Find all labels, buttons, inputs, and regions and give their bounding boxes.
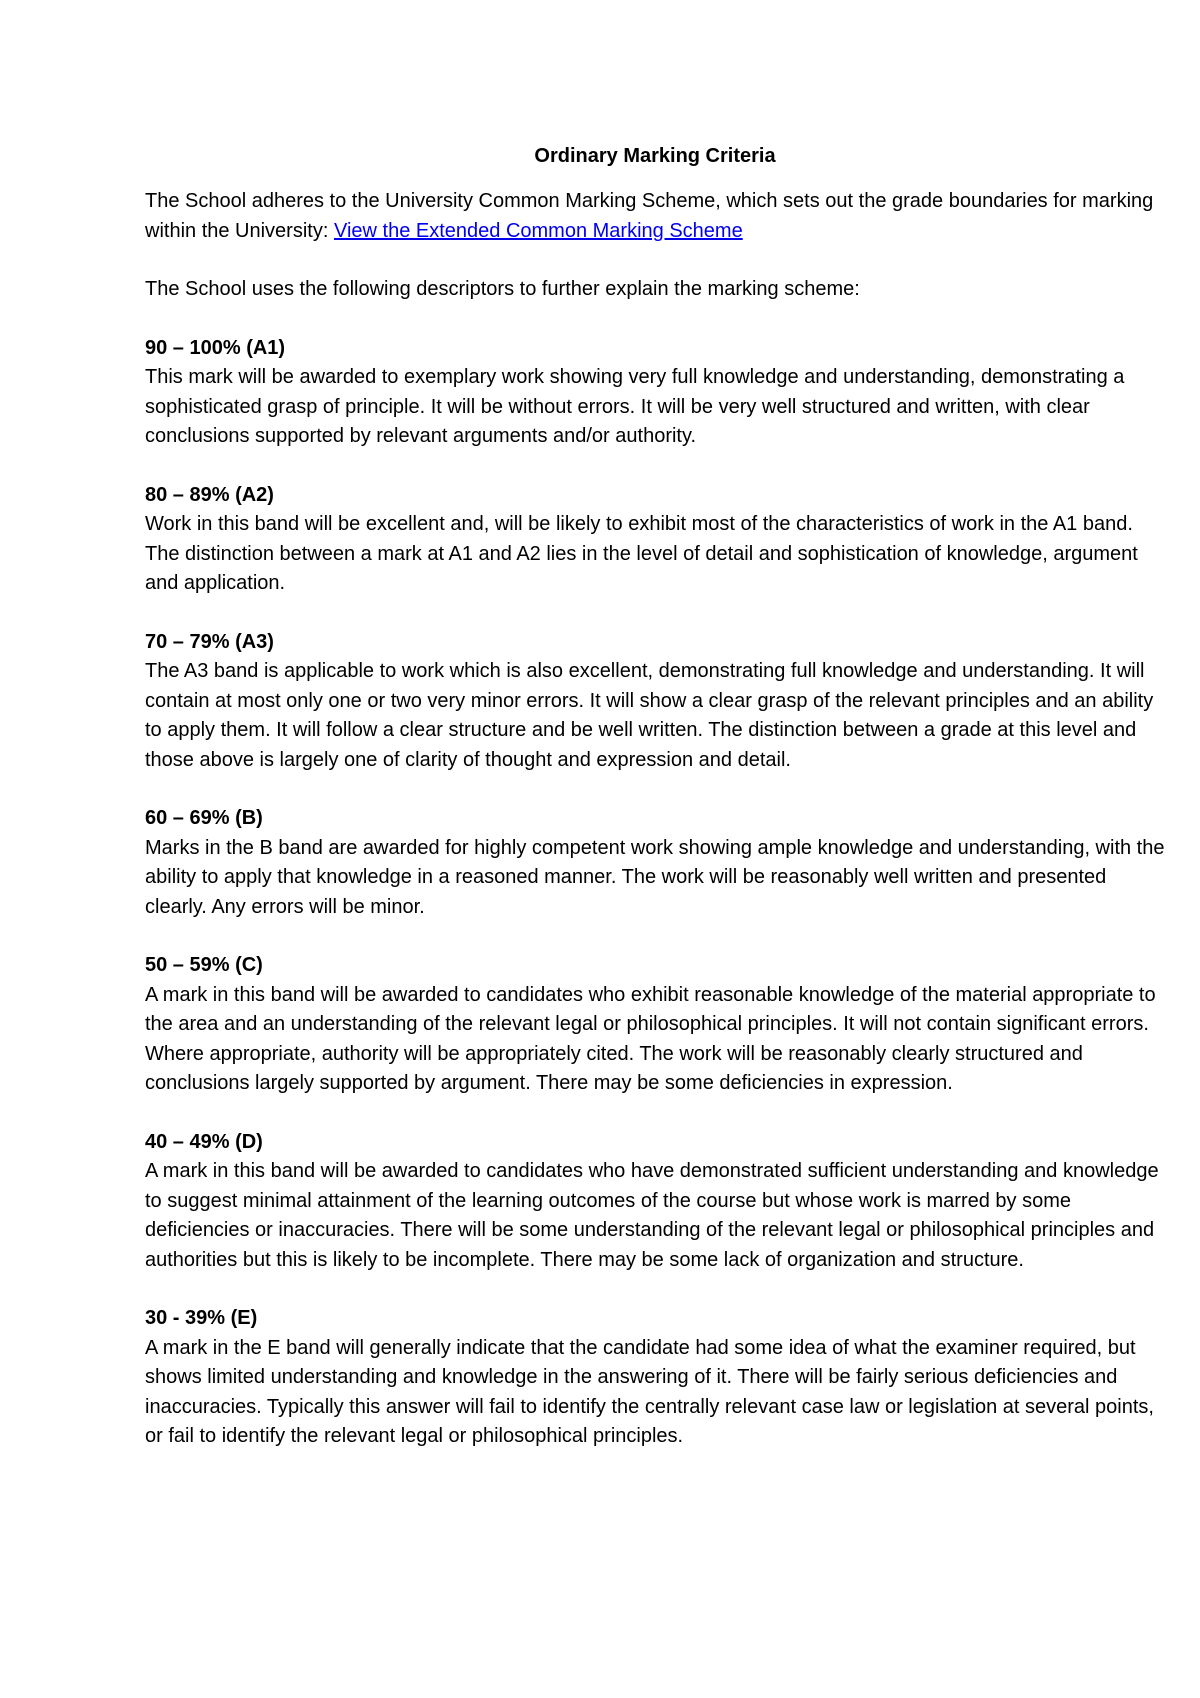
band-heading: 80 – 89% (A2) [145, 483, 274, 506]
band-b [145, 804, 1165, 922]
intro-text: The School adheres to the University Common Marking Scheme, which sets out the grade boundaries for marking within the University: [145, 190, 1154, 242]
band-heading: 70 – 79% (A3) [145, 630, 274, 653]
band-e [145, 1304, 1165, 1452]
band-a2 [145, 481, 1165, 599]
band-a3 [145, 628, 1165, 776]
band-a1 [145, 334, 1165, 452]
band-description: A mark in the E band will generally indicate that the candidate had some idea of what the examiner required, but shows limited understanding and knowledge in the answering of it. There will be fairly serious deficiencies and inaccuracies. Typically this answer will fail to identify the centrally relevant case law or legislation at several points, or fail to identify the relevant legal or philosophical principles. [145, 1336, 1154, 1447]
band-d [145, 1128, 1165, 1276]
band-description: The A3 band is applicable to work which is also excellent, demonstrating full knowledge and understanding. It will contain at most only one or two very minor errors. It will show a clear grasp of the relevant principles and an ability to apply them. It will follow a clear structure and be well written. The distinction between a grade at this level and those above is largely one of clarity of thought and expression and detail. [145, 660, 1154, 771]
band-description: A mark in this band will be awarded to candidates who exhibit reasonable knowledge of the material appropriate to the area and an understanding of the relevant legal or philosophical principles. It will not contain significant errors. Where appropriate, authority will be appropriately cited. The work will be reasonably clearly structured and conclusions largely supported by argument. There may be some deficiencies in expression. [145, 983, 1156, 1094]
document-title: Ordinary Marking Criteria [534, 145, 776, 167]
band-description: A mark in this band will be awarded to candidates who have demonstrated sufficient understanding and knowledge to suggest minimal attainment of the learning outcomes of the course but whose work is marred by some deficiencies or inaccuracies. There will be some understanding of the relevant legal or philosophical principles and authorities but this is likely to be incomplete. There may be some lack of organization and structure. [145, 1160, 1159, 1271]
descriptors-intro: The School uses the following descriptors to further explain the marking scheme: [145, 278, 860, 300]
document-page [145, 141, 1165, 1481]
intro-paragraph [145, 187, 1165, 246]
band-c [145, 951, 1165, 1099]
band-description: Work in this band will be excellent and, will be likely to exhibit most of the characteristics of work in the A1 band. The distinction between a mark at A1 and A2 lies in the level of detail and sophistication of knowledge, argument and application. [145, 513, 1138, 594]
band-description: This mark will be awarded to exemplary work showing very full knowledge and understanding, demonstrating a sophisticated grasp of principle. It will be without errors. It will be very well structured and written, with clear conclusions supported by relevant arguments and/or authority. [145, 366, 1125, 447]
band-heading: 90 – 100% (A1) [145, 336, 286, 359]
band-heading: 40 – 49% (D) [145, 1130, 263, 1153]
band-heading: 50 – 59% (C) [145, 954, 263, 976]
band-heading: 60 – 69% (B) [145, 807, 263, 829]
extended-marking-scheme-link[interactable]: View the Extended Common Marking Scheme [333, 219, 743, 242]
band-heading: 30 - 39% (E) [145, 1307, 258, 1329]
band-description: Marks in the B band are awarded for highly competent work showing ample knowledge and understanding, with the ability to apply that knowledge in a reasoned manner. The work will be reasonably well written and presented clearly. Any errors will be minor. [145, 836, 1165, 918]
